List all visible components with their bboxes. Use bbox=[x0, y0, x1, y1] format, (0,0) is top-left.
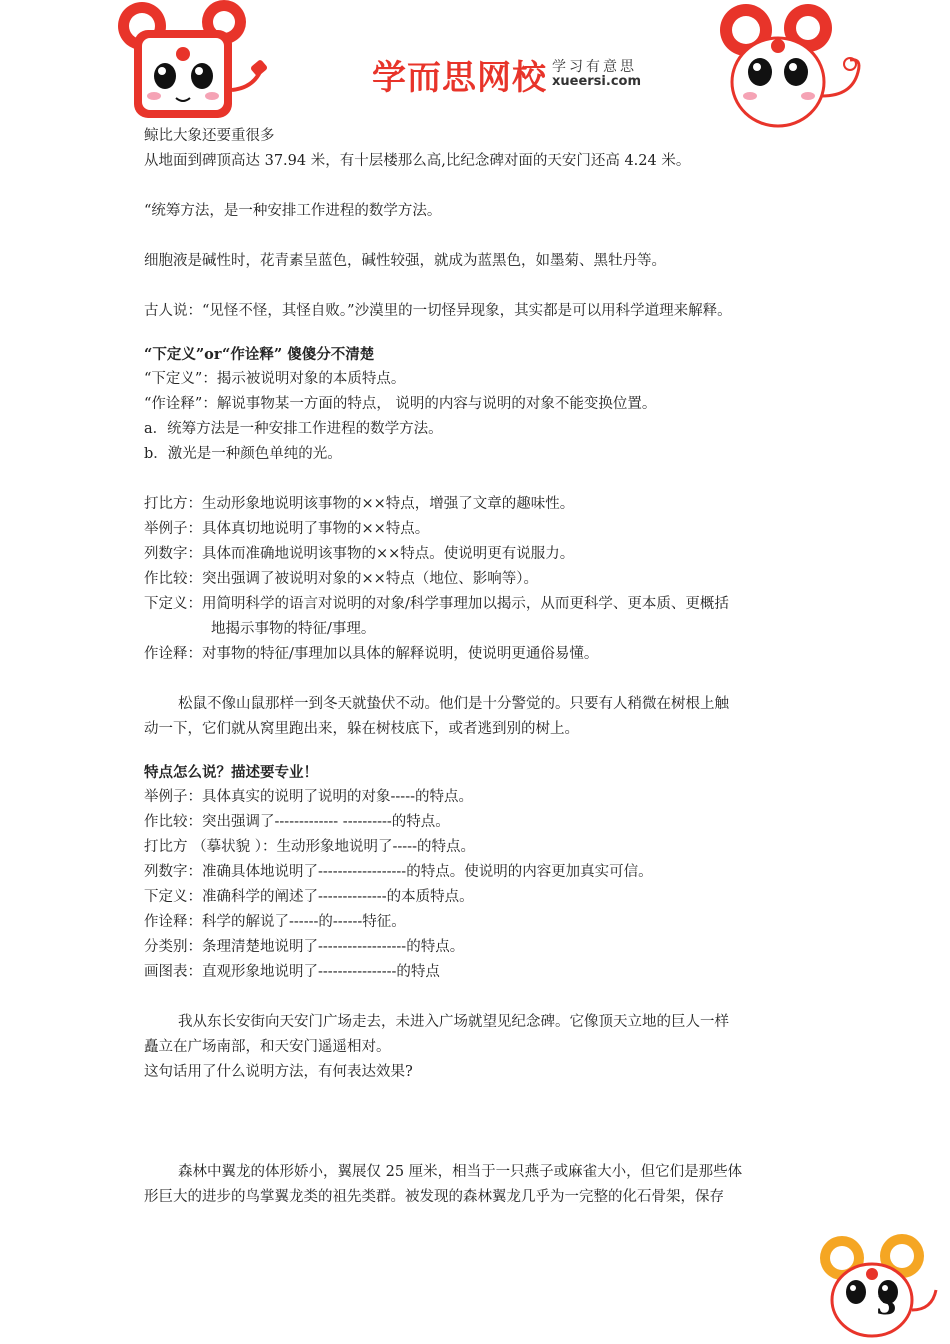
text-line: 作比较：突出强调了------------- ----------的特点。 bbox=[144, 814, 450, 830]
document-body bbox=[144, 124, 816, 1210]
text-line: 松鼠不像山鼠那样一到冬天就蛰伏不动。他们是十分警觉的。只要有人稍微在树根上触 bbox=[178, 696, 729, 712]
text-line: 举例子：具体真实的说明了说明的对象-----的特点。 bbox=[144, 789, 473, 805]
text-line: 下定义：用简明科学的语言对说明的对象/科学事理加以揭示，从而更科学、更本质、更概括 bbox=[144, 596, 729, 612]
text-line: 从地面到碑顶高达 37.94 米，有十层楼那么高,比纪念碑对面的天安门还高 4.24 米。 bbox=[144, 153, 691, 169]
text-line: 矗立在广场南部，和天安门遥遥相对。 bbox=[144, 1039, 391, 1055]
text-line: 下定义：准确科学的阐述了--------------的本质特点。 bbox=[144, 889, 474, 905]
text-line: 分类别：条理清楚地说明了------------------的特点。 bbox=[144, 939, 465, 955]
text-line: 森林中翼龙的体形娇小，翼展仅 25 厘米，相当于一只燕子或麻雀大小，但它们是那些体 bbox=[178, 1164, 743, 1180]
section-heading: 特点怎么说？描述要专业！ bbox=[144, 764, 318, 781]
section-heading: “下定义”or“作诠释” 傻傻分不清楚 bbox=[144, 346, 375, 363]
page-number: 3 bbox=[876, 1287, 897, 1322]
text-line: “统筹方法，是一种安排工作进程的数学方法。 bbox=[144, 203, 442, 219]
text-line: 鲸比大象还要重很多 bbox=[144, 128, 275, 144]
text-line: 作诠释：科学的解说了------的------特征。 bbox=[144, 914, 406, 930]
text-line: 地揭示事物的特征/事理。 bbox=[211, 621, 376, 637]
logo-slogan: 学习有意思 bbox=[552, 59, 637, 75]
text-line: 古人说：“见怪不怪，其怪自败。”沙漠里的一切怪异现象，其实都是可以用科学道理来解释。 bbox=[144, 303, 732, 319]
text-line: “下定义”：揭示被说明对象的本质特点。 bbox=[144, 371, 406, 387]
text-line: 打比方 （摹状貌 ）：生动形象地说明了-----的特点。 bbox=[144, 839, 475, 855]
logo-main-text: 学而思网校 bbox=[372, 58, 547, 98]
mascot-right-image bbox=[712, 0, 872, 130]
text-line: 我从东长安街向天安门广场走去，未进入广场就望见纪念碑。它像顶天立地的巨人一样 bbox=[178, 1014, 729, 1030]
text-line: 细胞液是碱性时，花青素呈蓝色，碱性较强，就成为蓝黑色，如墨菊、黑牡丹等。 bbox=[144, 253, 666, 269]
text-line: 打比方：生动形象地说明该事物的××特点，增强了文章的趣味性。 bbox=[144, 496, 575, 512]
mascot-left-image bbox=[112, 0, 280, 130]
text-line: b．激光是一种颜色单纯的光。 bbox=[144, 446, 342, 462]
text-line: 动一下，它们就从窝里跑出来，躲在树枝底下，或者逃到别的树上。 bbox=[144, 721, 579, 737]
logo-url: xueersi.com bbox=[552, 74, 642, 89]
text-line: 举例子：具体真切地说明了事物的××特点。 bbox=[144, 521, 430, 537]
text-line: 列数字：准确具体地说明了------------------的特点。使说明的内容更加真实可信。 bbox=[144, 864, 653, 880]
text-line: 作比较：突出强调了被说明对象的××特点（地位、影响等）。 bbox=[144, 571, 539, 587]
text-line: a．统筹方法是一种安排工作进程的数学方法。 bbox=[144, 421, 443, 437]
text-line: “作诠释”：解说事物某一方面的特点， 说明的内容与说明的对象不能变换位置。 bbox=[144, 396, 657, 412]
text-line: 这句话用了什么说明方法，有何表达效果? bbox=[144, 1064, 413, 1080]
text-line: 形巨大的进步的鸟掌翼龙类的祖先类群。被发现的森林翼龙几乎为一完整的化石骨架，保存 bbox=[144, 1189, 724, 1205]
text-line: 画图表：直观形象地说明了----------------的特点 bbox=[144, 964, 440, 980]
mascot-footer-image bbox=[818, 1230, 948, 1340]
text-line: 列数字：具体而准确地说明该事物的××特点。使说明更有说服力。 bbox=[144, 546, 575, 562]
text-line: 作诠释：对事物的特征/事理加以具体的解释说明，使说明更通俗易懂。 bbox=[144, 646, 599, 662]
